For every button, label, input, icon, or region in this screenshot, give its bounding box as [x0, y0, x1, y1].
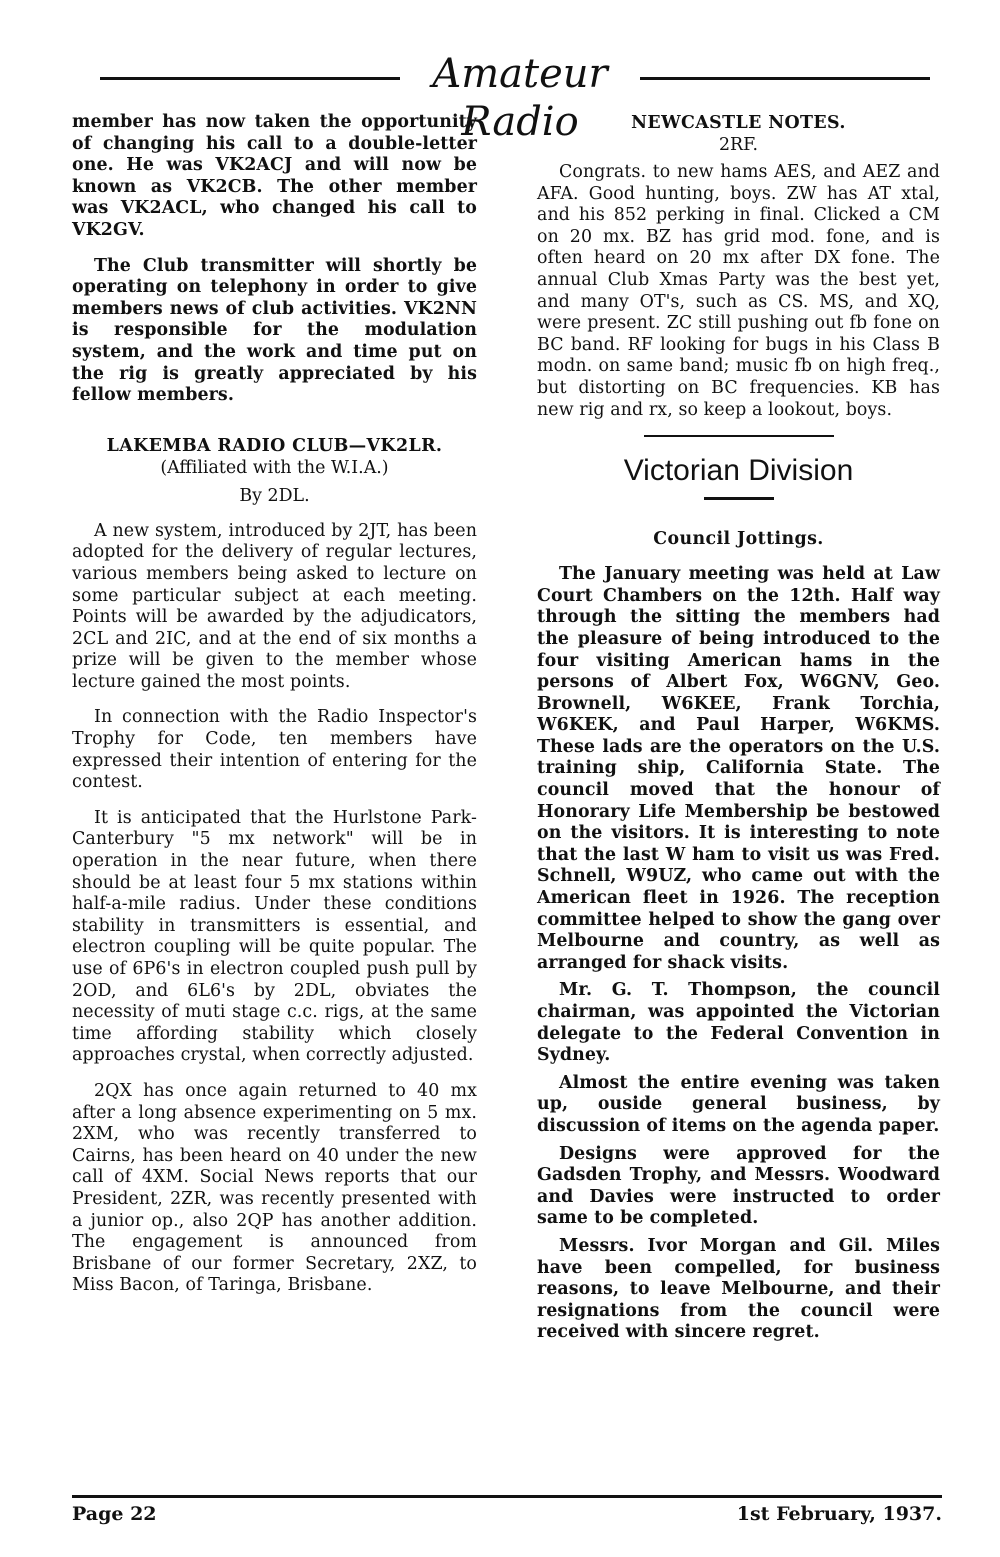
newcastle-paragraph: Congrats. to new hams AES, and AEZ and AFA. Good hunting, boys. ZW has AT xtal, and his 852 perking in final. Clicked a CM on 20 mx. BZ has grid mod. fone, and is often heard on 20 mx after DX fone. The annual Club Xmas Party was the best yet, and many OT's, such as CS. MS, and XQ, were present. ZC still pushing out fb fone on BC band. RF looking for bugs in his Class B modn. on same band; music fb on high freq., but distorting on BC frequencies. KB has new rig and rx, so keep a lookout, boys. [537, 162, 940, 420]
masthead-rule-left [100, 77, 400, 80]
newcastle-byline: 2RF. [718, 135, 759, 155]
council-paragraph-4: Designs were approved for the Gadsden Trophy, and Messrs. Woodward and Davies were instructed to order same to be completed. [537, 1143, 940, 1229]
council-paragraph-1: The January meeting was held at Law Court Chambers on the 12th. Half way through the sitting the members had the pleasure of being introduced to the four visiting American hams in the persons of Albert Fox, W6GNV, Geo. Brownell, W6KEE, Frank Torchia, W6KEK, and Paul Harper, W6KMS. These lads are the operators on the U.S. training ship, California State. The council moved that the honour of Honorary Life Membership be bestowed on the visitors. It is interesting to note that the last W ham to visit us was Fred. Schnell, W9UZ, who came out with the American fleet in 1926. The reception committee helped to show the gang over Melbourne and country, as well as arranged for shack visits. [537, 564, 940, 973]
division-title: Victorian Division [623, 454, 854, 488]
council-paragraph-3: Almost the entire evening was taken up, ouside general business, by discussion of items on the agenda paper. [537, 1072, 940, 1136]
lakemba-paragraph-1: A new system, introduced by 2JT, has been adopted for the delivery of regular lectures, various members being asked to lecture on some particular subject at each meeting. Points will be awarded by the adjudicators, 2CL and 2IC, and at the end of six months a prize will be given to the member whose lecture gained the most points. [72, 520, 477, 692]
lakemba-heading: LAKEMBA RADIO CLUB—VK2LR. [106, 435, 443, 456]
lakemba-paragraph-4: 2QX has once again returned to 40 mx after a long absence experimenting on 5 mx. 2XM, who was recently transferred to Cairns, has been heard on 40 under the new call of 4XM. Social News reports that our President, 2ZR, was recently presented with a junior op., also 2QP has another addition. The engagement is announced from Brisbane of our former Secretary, 2XZ, to Miss Bacon, of Taringa, Brisbane. [72, 1080, 477, 1296]
lakemba-paragraph-2: In connection with the Radio Inspector's Trophy for Code, ten members have expressed their intention of entering for the contest. [72, 707, 477, 793]
left-column [72, 112, 477, 1297]
council-paragraph-2: Mr. G. T. Thompson, the council chairman, was appointed the Victorian delegate to the Federal Convention in Sydney. [537, 980, 940, 1066]
footer-rule [72, 1495, 942, 1498]
lakemba-affiliation: (Affiliated with the W.I.A.) [160, 457, 389, 478]
right-column [537, 112, 940, 1344]
club-paragraph-2: The Club transmitter will shortly be operating on telephony in order to give members news of club activities. VK2NN is responsible for the modulation system, and the work and time put on the rig is greatly appreciated by his fellow members. [72, 255, 477, 406]
council-heading: Council Jottings. [653, 529, 824, 550]
masthead-title: Amateur Radio [432, 51, 608, 145]
page-number: Page 22 [72, 1503, 157, 1525]
issue-date: 1st February, 1937. [736, 1503, 942, 1525]
masthead-rule-right [640, 77, 930, 80]
lakemba-byline: By 2DL. [239, 485, 310, 506]
club-paragraph-1: member has now taken the opportunity of changing his call to a double-letter one. He was VK2ACJ and will now be known as VK2CB. The other member was VK2ACL, who changed his call to VK2GV. [72, 112, 477, 240]
newcastle-heading: NEWCASTLE NOTES. [631, 113, 846, 133]
lakemba-paragraph-3: It is anticipated that the Hurlstone Park-Canterbury "5 mx network" will be in operation in the near future, when there should be at least four 5 mx stations within half-a-mile radius. Under these conditions stability in transmitters is essential, and electron coupling will be quite popular. The use of 6P6's in electron coupled push pull by 2OD, and 6L6's by 2DL, obviates the necessity of muti stage c.c. rigs, at the same time affording stability which closely approaches crystal, when correctly adjusted. [72, 807, 477, 1066]
council-paragraph-5: Messrs. Ivor Morgan and Gil. Miles have been compelled, for business reasons, to leave Melbourne, and their resignations from the council were received with sincere regret. [537, 1235, 940, 1343]
